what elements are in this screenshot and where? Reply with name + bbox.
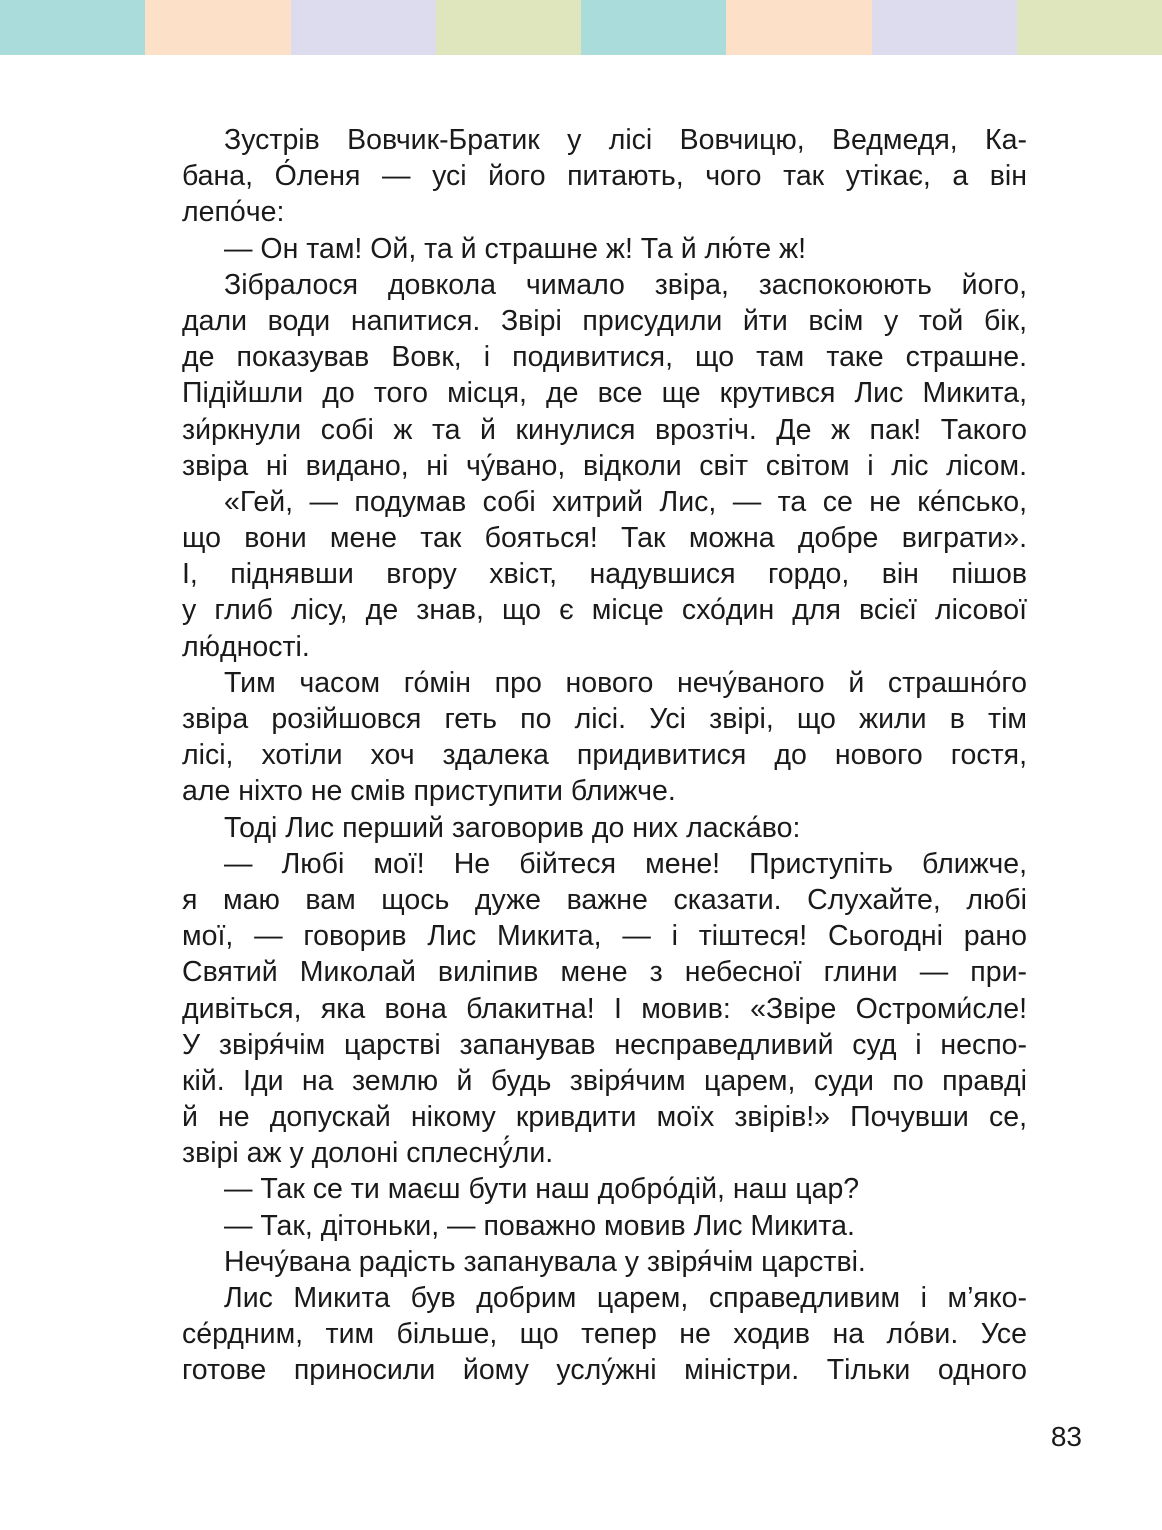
text-line: готове приносили йому услу́жні міністри. Тільки одного [182, 1354, 1027, 1387]
text-line: бана, О́леня — усі його питають, чого так утікає, а він [182, 160, 1027, 193]
color-block [145, 0, 290, 55]
text-line: Зустрів Вовчик-Братик у лісі Вовчицю, Ведмедя, Ка- [224, 124, 1027, 156]
text-line: у глиб лісу, де знав, що є місце схо́дин для всієї лісової [182, 594, 1027, 627]
text-line: де показував Вовк, і подивитися, що там таке страшне. [182, 341, 1027, 374]
color-block [872, 0, 1017, 55]
story-text [182, 122, 1027, 1389]
text-line: Тоді Лис перший заговорив до них ласка́во: [224, 811, 801, 844]
text-line: лю́дності. [182, 630, 310, 663]
color-block [436, 0, 581, 55]
page-number: 83 [1050, 1421, 1082, 1452]
text-line: Зібралося довкола чимало звіра, заспокоюють його, [224, 268, 1027, 301]
text-line: — Он там! Ой, та й страшне ж! Та й лю́те ж! [224, 232, 807, 265]
text-line: звіра ні видано, ні чу́вано, відколи світ світом і ліс лісом. [182, 449, 1027, 482]
text-line: звірі аж у долоні сплеснý́ли. [182, 1137, 554, 1170]
color-block [0, 0, 145, 55]
text-line: І, піднявши вгору хвіст, надувшися гордо, він пішов [182, 558, 1027, 591]
color-block [291, 0, 436, 55]
text-line: У звіря́чім царстві запанував несправедливий суд і неспо- [182, 1028, 1027, 1061]
text-line: Лис Микита був добрим царем, справедливим і м’яко- [224, 1282, 1027, 1314]
text-line: — Любі мої! Не бійтеся мене! Приступіть ближче, [224, 847, 1027, 880]
text-line: «Гей, — подумав собі хитрий Лис, — та се не ке́псько, [224, 485, 1027, 518]
text-line: мої, — говорив Лис Микита, — і тіштеся! Сьогодні рано [182, 920, 1027, 953]
text-line: лепо́че: [182, 196, 285, 229]
color-block [1017, 0, 1162, 55]
color-block [726, 0, 871, 55]
text-line: кій. Іди на землю й будь звіря́чим царем, суди по правді [182, 1064, 1027, 1097]
text-line: Тим часом го́мін про нового нечу́ваного й страшно́го [224, 666, 1027, 699]
decorative-color-strip [0, 0, 1162, 55]
text-line: дивіться, яка вона блакитна! І мовив: «Звіре Остроми́сле! [182, 992, 1027, 1025]
text-line: але ніхто не смів приступити ближче. [182, 775, 676, 808]
text-line: дали води напитися. Звірі присудили йти всім у той бік, [182, 304, 1027, 337]
text-line: зи́ркнули собі ж та й кинулися врозтіч. Де ж пак! Такого [182, 413, 1027, 446]
text-line: я маю вам щось дуже важне сказати. Слухайте, любі [182, 883, 1027, 916]
text-line: се́рдним, тим більше, що тепер не ходив на ло́ви. Усе [182, 1318, 1027, 1351]
text-line: й не допускай нікому кривдити моїх звірів!» Почувши се, [182, 1101, 1027, 1134]
text-line: що вони мене так бояться! Так можна добре виграти». [182, 522, 1027, 555]
text-line: — Так, дітоньки, — поважно мовив Лис Микита. [224, 1209, 855, 1242]
text-line: Святий Миколай виліпив мене з небесної глини — при- [182, 956, 1027, 989]
color-block [581, 0, 726, 55]
text-line: Підійшли до того місця, де все ще крутився Лис Микита, [182, 377, 1027, 410]
text-line: Нечу́вана радість запанувала у звіря́чім царстві. [224, 1245, 866, 1278]
text-line: — Так се ти маєш бути наш добро́дій, наш цар? [224, 1173, 860, 1206]
text-line: звіра розійшовся геть по лісі. Усі звірі, що жили в тім [182, 703, 1027, 735]
text-line: лісі, хотіли хоч здалека придивитися до нового гостя, [182, 739, 1027, 772]
